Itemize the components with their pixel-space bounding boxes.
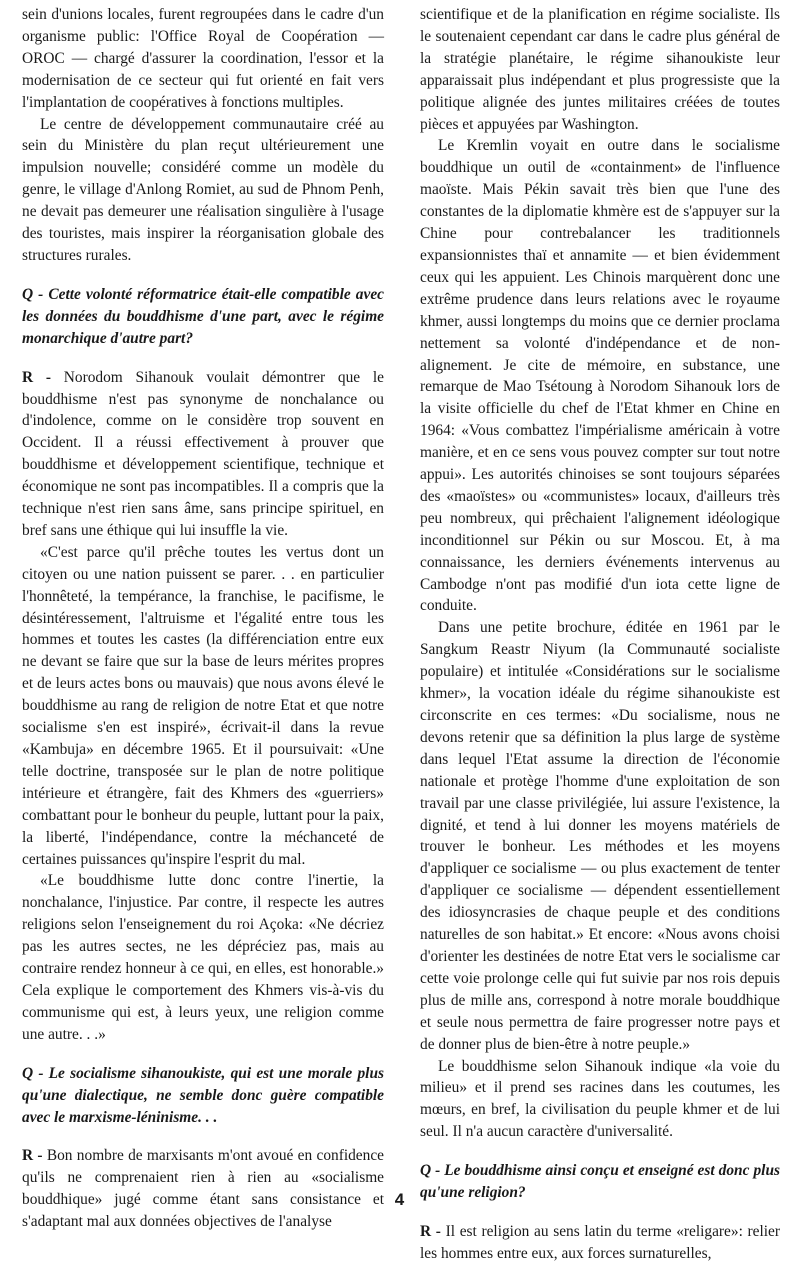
answer-text: Norodom Sihanouk voulait démontrer que le bouddhisme n'est pas synonyme de nonchalance ou d'indolence, comme on le considère trop souvent en Occident. Il a réussi effectivement à prouver que bouddhisme et développement scientifique, technique et économique ne sont pas incompatibles. Il a compris que la technique n'est rien sans âme, sans principe spirituel, en bref sans une éthique qui lui insuffle la vie.	[22, 368, 385, 539]
interview-answer	[22, 367, 384, 542]
paragraph: scientifique et de la planification en régime socialiste. Ils le soutenaient cependant car dans le cadre plus général de la stratégie planétaire, le régime sihanoukiste leur apparaissait plus indépendant et plus progressiste que la politique alignée des juntes militaires créées de toutes pièces et appuyées par Washington.	[420, 6, 780, 133]
paragraph: Le Kremlin voyait en outre dans le socialisme bouddhique un outil de «containment» de l'influence maoïste. Mais Pékin savait très bien que l'une des constantes de la diplomatie khmère est de s'appuyer sur la Chine pour contrebalancer les traditionnels expansionnistes thaï et annamite — et bien évidemment ceux qui les appuient. Les Chinois marquèrent donc une extrême prudence dans leurs relations avec le royaume khmer, aussi longtemps du moins que ce dernier proclama nettement sa volonté d'indépendance et de non-alignement. Je cite de mémoire, en substance, une remarque de Mao Tsétoung à Norodom Sihanouk lors de la visite officielle du chef de l'Etat khmer en Chine en 1964: «Vous combattez l'impérialisme américain à votre manière, et en ce sens vous pouvez compter sur tout notre appui». Les autorités chinoises se sont toujours séparées des «maoïstes» ou «communistes» locaux, d'ailleurs très peu nombreux, qui prêchaient l'alignement idéologique inconditionnel sur Pékin ou sur Moscou. Et, à ma connaissance, les derniers événements intervenus au Cambodge n'ont pas modifié d'un iota cette ligne de conduite.	[420, 137, 780, 615]
paragraph: Le centre de développement communautaire créé au sein du Ministère du plan reçut ultérieurement une impulsion nouvelle; considéré comme un modèle du genre, le village d'Anlong Romiet, au sud de Phnom Penh, ne devait pas demeurer une réalisation singulière à l'usage des touristes, mais inspirer la réorganisation globale des structures rurales.	[22, 115, 384, 264]
paragraph: «C'est parce qu'il prêche toutes les vertus dont un citoyen ou une nation puissent se parer. . . en particulier l'honnêteté, la tempérance, la franchise, le pacifisme, le désintéressement, l'altruisme et l'égalité entre tous les hommes et toutes les castes (la différenciation entre eux ne devant se faire que sur la base de leurs mérites propres et de leurs actes bons ou mauvais) que nous avons élevé le bouddhisme au rang de religion de notre Etat et que notre socialisme s'en est inspiré», écrivait-il dans la revue «Kambuja» en décembre 1965. Et il poursuivait: «Une telle doctrine, transposée sur le plan de notre politique intérieure et étrangère, fait des Khmers des «guerriers» combattant pour le bonheur du peuple, luttant pour la paix, la liberté, l'indépendance, contre la méchanceté de certaines puissances qu'inspire l'esprit du mal.	[22, 543, 385, 868]
left-column	[22, 4, 385, 1231]
interview-question: Q - Le bouddhisme ainsi conçu et enseigné est donc plus qu'une religion?	[420, 1162, 780, 1202]
answer-text: Bon nombre de marxisants m'ont avoué en confidence qu'ils ne comprenaient rien à rien au «socialisme bouddhique» jugé comme étant sans consistance et s'adaptant mal aux données objectives de l'analyse	[22, 1147, 384, 1231]
paragraph: Dans une petite brochure, éditée en 1961 par le Sangkum Reastr Niyum (la Communauté socialiste populaire) et intitulée «Considérations sur le socialisme khmer», la vocation idéale du régime sihanoukiste est circonscrite en ces termes: «Du socialisme, nous ne devons retenir que sa définition la plus large de système dans lequel l'Etat assume la direction de l'économie nationale et protège l'homme d'une exploitation de son travail par une classe privilégiée, lui assure l'existence, la dignité, et tend à lui donner les moyens matériels de trouver le bonheur. Les méthodes et les moyens d'appliquer ce socialisme — ou plus exactement de tenter d'appliquer ce socialisme — dépendent essentiellement des idiosyncrasies de chaque peuple et des conditions naturelles de son habitat.» Et encore: «Nous avons choisi d'orienter les destinées de notre Etat vers le socialisme car cette voie prolonge celle qui fut suivie par nos rois depuis plus de mille ans, correspond à notre morale bouddhique et seule nous permettra de faire progresser notre pays et de donner plus de bien-être à notre peuple.»	[420, 619, 780, 1053]
page-number: 4	[394, 1190, 406, 1209]
interview-answer	[420, 1221, 780, 1265]
interview-question: Q - Cette volonté réformatrice était-elle compatible avec les données du bouddhisme d'une part, avec le régime monarchique d'autre part?	[22, 285, 384, 347]
interview-question: Q - Le socialisme sihanoukiste, qui est une morale plus qu'une dialectique, ne semble donc guère compatible avec le marxisme-léninisme. . .	[22, 1064, 384, 1126]
paragraph: Le bouddhisme selon Sihanouk indique «la voie du milieu» et il prend ses racines dans les coutumes, les mœurs, en bref, la civilisation du peuple khmer et de lui seul. Il n'a aucun caractère d'universalité.	[420, 1057, 780, 1141]
right-column	[420, 4, 781, 1262]
answer-marker: R -	[22, 1147, 47, 1165]
answer-text: Il est religion au sens latin du terme «religare»: relier les hommes entre eux, aux forces surnaturelles,	[420, 1222, 781, 1262]
paragraph: «Le bouddhisme lutte donc contre l'inertie, la nonchalance, l'injustice. Par contre, il respecte les autres religions selon l'enseignement du roi Açoka: «Ne décriez pas les autres sectes, ne les dépréciez pas, mais au contraire rendez honneur à ce qui, en elles, est honorable.» Cela explique le comportement des Khmers vis-à-vis du communisme qui est, à leurs yeux, une religion comme une autre. . .»	[22, 872, 384, 1043]
answer-marker: R -	[420, 1222, 446, 1240]
paragraph: sein d'unions locales, furent regroupées dans le cadre d'un organisme public: l'Office Royal de Coopération — OROC — chargé d'assurer la coordination, l'essor et la modernisation de ce secteur qui fut orienté en fait vers l'implantation de coopératives à fonctions multiples.	[22, 6, 384, 111]
answer-marker: R -	[22, 368, 64, 386]
